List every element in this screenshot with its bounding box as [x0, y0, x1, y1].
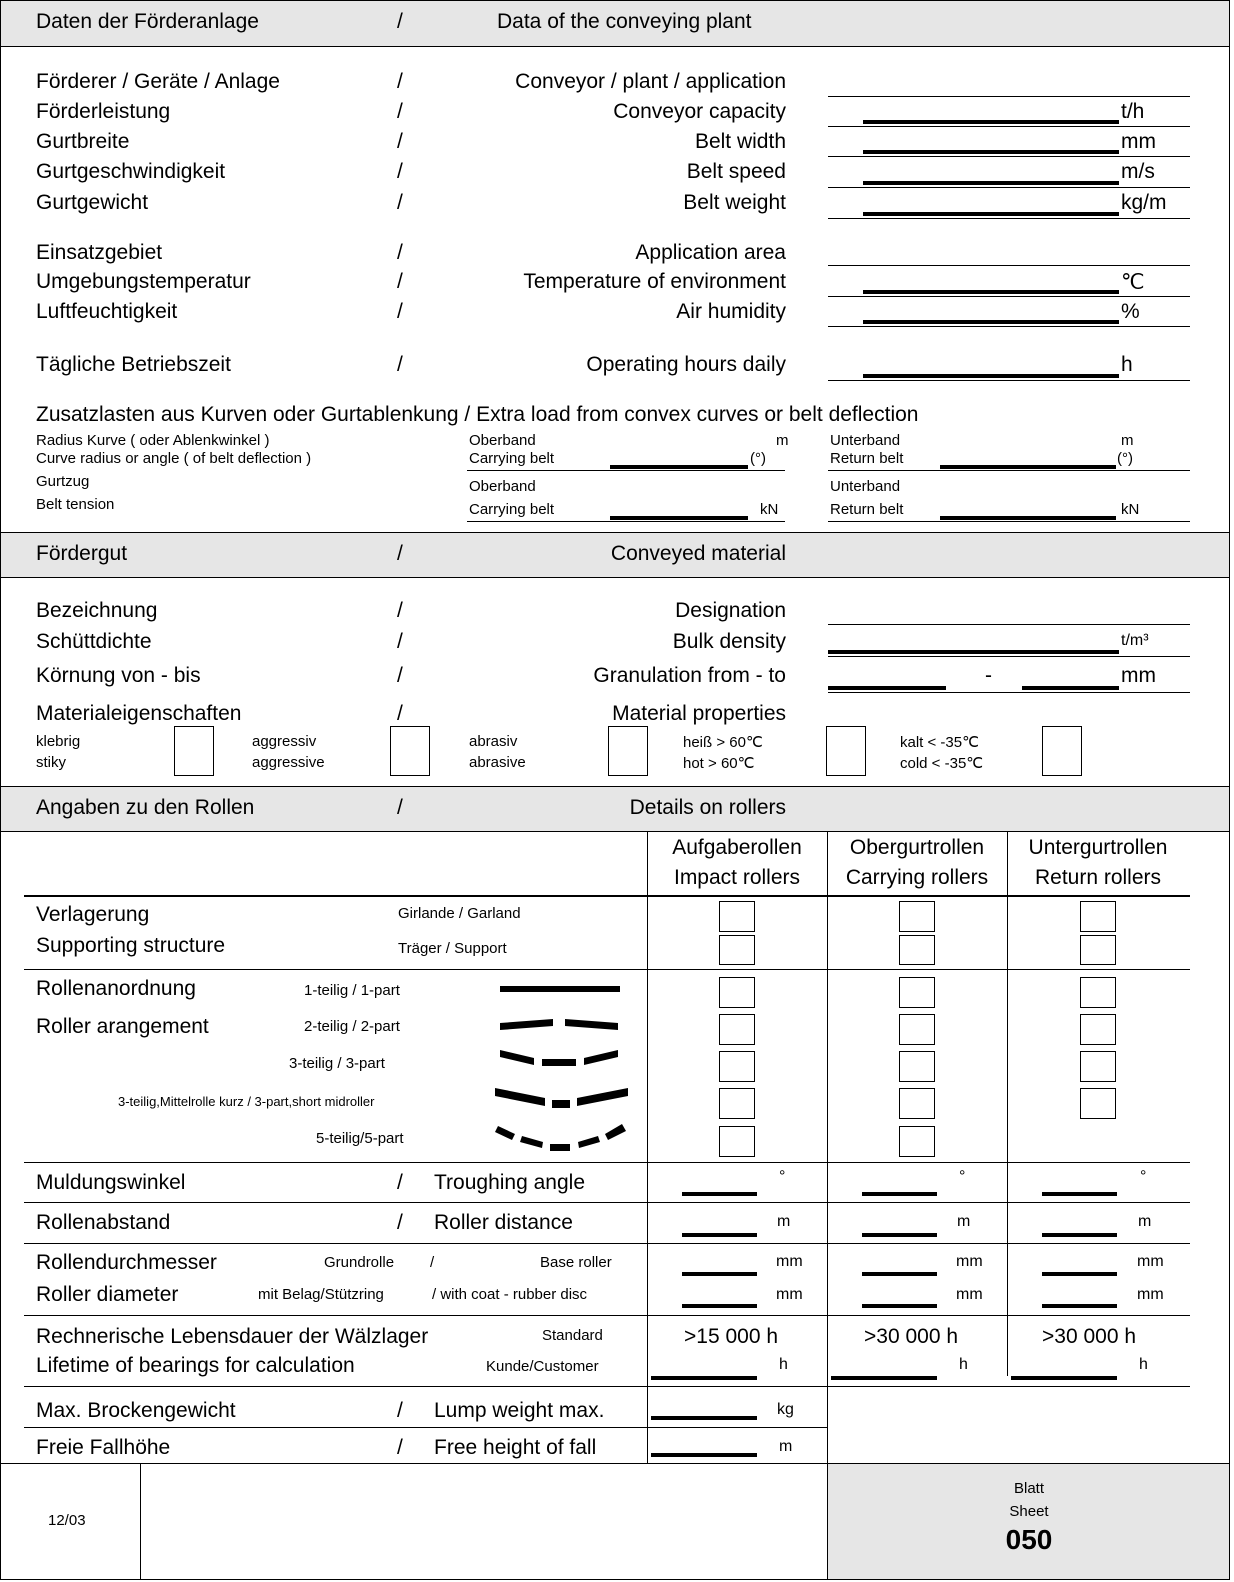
unit-mm: mm	[956, 1253, 983, 1270]
unit-mm: mm	[1137, 1253, 1164, 1270]
unit-mm: mm	[1137, 1286, 1164, 1303]
return-1part-checkbox[interactable]	[1080, 977, 1116, 1008]
prop-cold-de: kalt < -35℃	[900, 734, 979, 751]
impact-life-customer-field[interactable]	[651, 1376, 757, 1380]
deg-unit: °	[959, 1168, 966, 1185]
return-coat-diam-field[interactable]	[1042, 1304, 1117, 1308]
impact-1part-checkbox[interactable]	[719, 977, 755, 1008]
unit-beltwidth: mm	[1121, 130, 1156, 153]
humidity-field[interactable]	[863, 320, 1119, 324]
plant-header-de: Daten der Förderanlage	[36, 10, 259, 33]
unit-deg: (°)	[750, 450, 766, 467]
carrying-life-customer-field[interactable]	[831, 1376, 937, 1380]
radius-de: Radius Kurve ( oder Ablenkwinkel )	[36, 432, 270, 449]
prop-aggressive-en: aggressive	[252, 754, 325, 771]
extra-load-title: Zusatzlasten aus Kurven oder Gurtablenkung / Extra load from convex curves or belt deflection	[36, 403, 919, 426]
life-en: Lifetime of bearings for calculation	[36, 1354, 355, 1377]
roller-3part-icon	[500, 1050, 618, 1066]
verlagerung-de: Verlagerung	[36, 903, 150, 926]
props-en: Material properties	[612, 702, 786, 725]
roller-1part-icon	[500, 986, 620, 992]
radius-return-field[interactable]	[940, 465, 1116, 469]
unit-deg: (°)	[1117, 450, 1133, 467]
unit-granulation: mm	[1121, 664, 1156, 687]
plant-header-en: Data of the conveying plant	[497, 10, 752, 33]
carrying-base-diam-field[interactable]	[862, 1272, 937, 1276]
tension-carrying-field[interactable]	[610, 516, 748, 520]
prop-sticky-de: klebrig	[36, 733, 81, 750]
roller-5part-icon	[495, 1124, 626, 1151]
trough-de: Muldungswinkel	[36, 1171, 186, 1194]
row-capacity-en: Conveyor capacity	[613, 100, 786, 123]
arrangement-5: 5-teilig/5-part	[316, 1130, 404, 1147]
checkbox-sticky[interactable]	[174, 726, 214, 776]
material-header-de: Fördergut	[36, 542, 128, 565]
tension-de: Gurtzug	[36, 473, 90, 490]
fall-height-field[interactable]	[651, 1453, 757, 1457]
col-return-de: Untergurtrollen	[1028, 836, 1168, 859]
slash: /	[397, 241, 403, 264]
checkbox-aggressive[interactable]	[390, 726, 430, 776]
roller-3part-short-icon	[495, 1088, 628, 1108]
unit-capacity: t/h	[1121, 100, 1145, 123]
arrangement-3: 3-teilig / 3-part	[289, 1055, 385, 1072]
impact-coat-diam-field[interactable]	[682, 1304, 757, 1308]
row-conveyor-en: Conveyor / plant / application	[515, 70, 786, 93]
unit-mm: mm	[956, 1286, 983, 1303]
row-beltwidth-de: Gurtbreite	[36, 130, 130, 153]
return-belt-label: Return belt	[830, 450, 904, 467]
row-temp-de: Umgebungstemperatur	[36, 270, 251, 293]
rollers-header-de: Angaben zu den Rollen	[36, 796, 255, 819]
props-de: Materialeigenschaften	[36, 702, 242, 725]
unterband-label: Unterband	[830, 432, 901, 449]
col-return-en: Return rollers	[1034, 866, 1162, 889]
carrying-3part-checkbox[interactable]	[899, 1051, 935, 1082]
return-life-customer-field[interactable]	[1011, 1376, 1117, 1380]
granulation-dash: -	[985, 664, 992, 687]
impact-life-standard: >15 000 h	[684, 1325, 779, 1348]
lump-de: Max. Brockengewicht	[36, 1399, 236, 1422]
unit-m: m	[777, 1213, 791, 1230]
granulation-en: Granulation from - to	[593, 664, 786, 687]
distance-en: Roller distance	[434, 1211, 573, 1234]
row-beltspeed-de: Gurtgeschwindigkeit	[36, 160, 226, 183]
customer-label: Kunde/Customer	[486, 1358, 599, 1375]
return-garland-checkbox[interactable]	[1080, 901, 1116, 932]
density-field[interactable]	[828, 650, 1119, 654]
slash: /	[397, 1171, 403, 1194]
blatt-label: Blatt	[1013, 1480, 1044, 1497]
distance-de: Rollenabstand	[36, 1211, 171, 1234]
unit-beltspeed: m/s	[1121, 160, 1155, 183]
designation-de: Bezeichnung	[36, 599, 158, 622]
grundrolle-label: Grundrolle	[324, 1254, 395, 1271]
granulation-to-field[interactable]	[1022, 686, 1119, 690]
fall-de: Freie Fallhöhe	[36, 1436, 171, 1459]
slash: /	[397, 702, 403, 725]
sheet-label: Sheet	[1009, 1503, 1049, 1520]
impact-garland-checkbox[interactable]	[719, 901, 755, 932]
prop-abrasive-de: abrasiv	[469, 733, 518, 750]
impact-3part-checkbox[interactable]	[719, 1051, 755, 1082]
carrying-belt-label: Carrying belt	[469, 450, 555, 467]
tension-return-field[interactable]	[940, 516, 1116, 520]
beltwidth-field[interactable]	[863, 150, 1119, 154]
carrying-support-checkbox[interactable]	[899, 935, 935, 965]
deg-unit: °	[1140, 1168, 1147, 1185]
unit-mm: mm	[776, 1253, 803, 1270]
return-base-diam-field[interactable]	[1042, 1272, 1117, 1276]
girlande-label: Girlande / Garland	[398, 905, 521, 922]
unterband-label: Unterband	[830, 478, 901, 495]
prop-hot-en: hot > 60℃	[683, 755, 755, 772]
impact-support-checkbox[interactable]	[719, 935, 755, 965]
carrying-1part-checkbox[interactable]	[899, 977, 935, 1008]
row-temp-en: Temperature of environment	[523, 270, 786, 293]
slash: /	[397, 599, 403, 622]
beltweight-field[interactable]	[863, 212, 1119, 216]
header-separator: /	[397, 10, 403, 33]
row-capacity-de: Förderleistung	[36, 100, 171, 123]
unit-kg: kg	[777, 1401, 794, 1418]
roller-2part-icon	[500, 1019, 618, 1030]
unit-humidity: %	[1121, 300, 1140, 323]
slash: /	[397, 353, 403, 376]
prop-sticky-en: stiky	[36, 754, 66, 771]
carrying-belt-label: Carrying belt	[469, 501, 555, 518]
return-support-checkbox[interactable]	[1080, 935, 1116, 965]
anordnung-en: Roller arangement	[36, 1015, 209, 1038]
impact-2part-checkbox[interactable]	[719, 1014, 755, 1045]
with-coat-label: / with coat - rubber disc	[432, 1286, 588, 1303]
unit-kn: kN	[1121, 501, 1140, 518]
revision-date: 12/03	[48, 1512, 86, 1529]
oberband-label: Oberband	[469, 478, 536, 495]
trough-en: Troughing angle	[434, 1171, 585, 1194]
oberband-label: Oberband	[469, 432, 536, 449]
slash: /	[397, 542, 403, 565]
return-trough-field[interactable]	[1042, 1192, 1117, 1196]
prop-aggressive-de: aggressiv	[252, 733, 317, 750]
unit-h: h	[1139, 1356, 1148, 1373]
row-beltwidth-en: Belt width	[694, 130, 786, 153]
traeger-label: Träger / Support	[398, 940, 507, 957]
unit-m: m	[779, 1438, 793, 1455]
impact-distance-field[interactable]	[682, 1233, 757, 1237]
verlagerung-en: Supporting structure	[36, 934, 226, 957]
slash: /	[397, 300, 403, 323]
row-area-de: Einsatzgebiet	[36, 241, 163, 264]
prop-hot-de: heiß > 60℃	[683, 734, 763, 751]
row-humidity-en: Air humidity	[676, 300, 786, 323]
carrying-garland-checkbox[interactable]	[899, 901, 935, 932]
row-beltweight-de: Gurtgewicht	[36, 191, 149, 214]
impact-3part-short-checkbox[interactable]	[719, 1088, 755, 1119]
slash: /	[430, 1254, 435, 1271]
slash: /	[397, 160, 403, 183]
row-humidity-de: Luftfeuchtigkeit	[36, 300, 178, 323]
return-belt-label: Return belt	[830, 501, 904, 518]
sheet-number: 050	[1005, 1524, 1053, 1555]
carrying-coat-diam-field[interactable]	[862, 1304, 937, 1308]
col-carrying-en: Carrying rollers	[845, 866, 989, 889]
carrying-distance-field[interactable]	[862, 1233, 937, 1237]
carrying-2part-checkbox[interactable]	[899, 1014, 935, 1045]
radius-carrying-field[interactable]	[610, 465, 748, 469]
radius-en: Curve radius or angle ( of belt deflection )	[36, 450, 312, 467]
unit-beltweight: kg/m	[1121, 191, 1167, 214]
unit-m: m	[1121, 432, 1134, 449]
slash: /	[397, 1399, 403, 1422]
carrying-5part-checkbox[interactable]	[899, 1126, 935, 1157]
unit-density: t/m³	[1121, 632, 1149, 649]
slash: /	[397, 270, 403, 293]
base-roller-label: Base roller	[540, 1254, 612, 1271]
checkbox-cold[interactable]	[1042, 726, 1082, 776]
prop-abrasive-en: abrasive	[469, 754, 526, 771]
fall-en: Free height of fall	[434, 1436, 597, 1459]
life-de: Rechnerische Lebensdauer der Wälzlager	[36, 1325, 429, 1348]
mit-belag-label: mit Belag/Stützring	[258, 1286, 384, 1303]
impact-trough-field[interactable]	[682, 1192, 757, 1196]
temp-field[interactable]	[863, 290, 1119, 294]
capacity-field[interactable]	[863, 120, 1119, 124]
carrying-life-standard: >30 000 h	[864, 1325, 959, 1348]
return-life-standard: >30 000 h	[1042, 1325, 1137, 1348]
beltspeed-field[interactable]	[863, 181, 1119, 185]
anordnung-de: Rollenanordnung	[36, 977, 196, 1000]
diam-en: Roller diameter	[36, 1283, 179, 1306]
slash: /	[397, 70, 403, 93]
checkbox-abrasive[interactable]	[608, 726, 648, 776]
row-hours-de: Tägliche Betriebszeit	[36, 353, 231, 376]
density-de: Schüttdichte	[36, 630, 152, 653]
unit-m: m	[957, 1213, 971, 1230]
unit-h: h	[779, 1356, 788, 1373]
prop-cold-en: cold < -35℃	[900, 755, 984, 772]
impact-base-diam-field[interactable]	[682, 1272, 757, 1276]
arrangement-2: 2-teilig / 2-part	[304, 1018, 400, 1035]
conveyor-field[interactable]	[828, 96, 1190, 97]
slash: /	[397, 1211, 403, 1234]
unit-m: m	[1138, 1213, 1152, 1230]
granulation-de: Körnung von - bis	[36, 664, 201, 687]
arrangement-4: 3-teilig,Mittelrolle kurz / 3-part,short midroller	[118, 1094, 375, 1109]
return-distance-field[interactable]	[1042, 1233, 1117, 1237]
deg-unit: °	[779, 1168, 786, 1185]
slash: /	[397, 100, 403, 123]
slash: /	[397, 664, 403, 687]
unit-m: m	[776, 432, 789, 449]
unit-mm: mm	[776, 1286, 803, 1303]
arrangement-diagrams	[490, 976, 630, 1156]
impact-5part-checkbox[interactable]	[719, 1126, 755, 1157]
carrying-trough-field[interactable]	[862, 1192, 937, 1196]
slash: /	[397, 130, 403, 153]
diam-de: Rollendurchmesser	[36, 1251, 217, 1274]
row-area-en: Application area	[635, 241, 786, 264]
unit-hours: h	[1121, 353, 1133, 376]
slash: /	[397, 191, 403, 214]
designation-en: Designation	[675, 599, 786, 622]
area-field[interactable]	[828, 265, 1190, 266]
material-header-en: Conveyed material	[610, 542, 786, 565]
density-en: Bulk density	[672, 630, 786, 653]
standard-label: Standard	[542, 1327, 603, 1344]
slash: /	[397, 1436, 403, 1459]
col-impact-en: Impact rollers	[673, 866, 801, 889]
col-impact-de: Aufgaberollen	[672, 836, 802, 859]
hours-field[interactable]	[863, 374, 1119, 378]
row-hours-en: Operating hours daily	[586, 353, 786, 376]
arrangement-1: 1-teilig / 1-part	[304, 982, 400, 999]
slash: /	[397, 630, 403, 653]
unit-kn: kN	[760, 501, 779, 518]
checkbox-hot[interactable]	[826, 726, 866, 776]
slash: /	[397, 796, 403, 819]
return-3part-short-checkbox[interactable]	[1080, 1088, 1116, 1119]
col-carrying-de: Obergurtrollen	[849, 836, 985, 859]
granulation-from-field[interactable]	[828, 686, 946, 690]
carrying-3part-short-checkbox[interactable]	[899, 1088, 935, 1119]
return-3part-checkbox[interactable]	[1080, 1051, 1116, 1082]
tension-en: Belt tension	[36, 496, 115, 513]
lump-en: Lump weight max.	[434, 1399, 605, 1422]
rollers-header-en: Details on rollers	[629, 796, 786, 819]
unit-h: h	[959, 1356, 968, 1373]
row-beltweight-en: Belt weight	[683, 191, 786, 214]
designation-field[interactable]	[828, 624, 1190, 625]
return-2part-checkbox[interactable]	[1080, 1014, 1116, 1045]
row-beltspeed-en: Belt speed	[686, 160, 786, 183]
row-conveyor-de: Förderer / Geräte / Anlage	[36, 70, 280, 93]
lump-weight-field[interactable]	[651, 1416, 757, 1420]
unit-temp: ℃	[1121, 271, 1145, 294]
